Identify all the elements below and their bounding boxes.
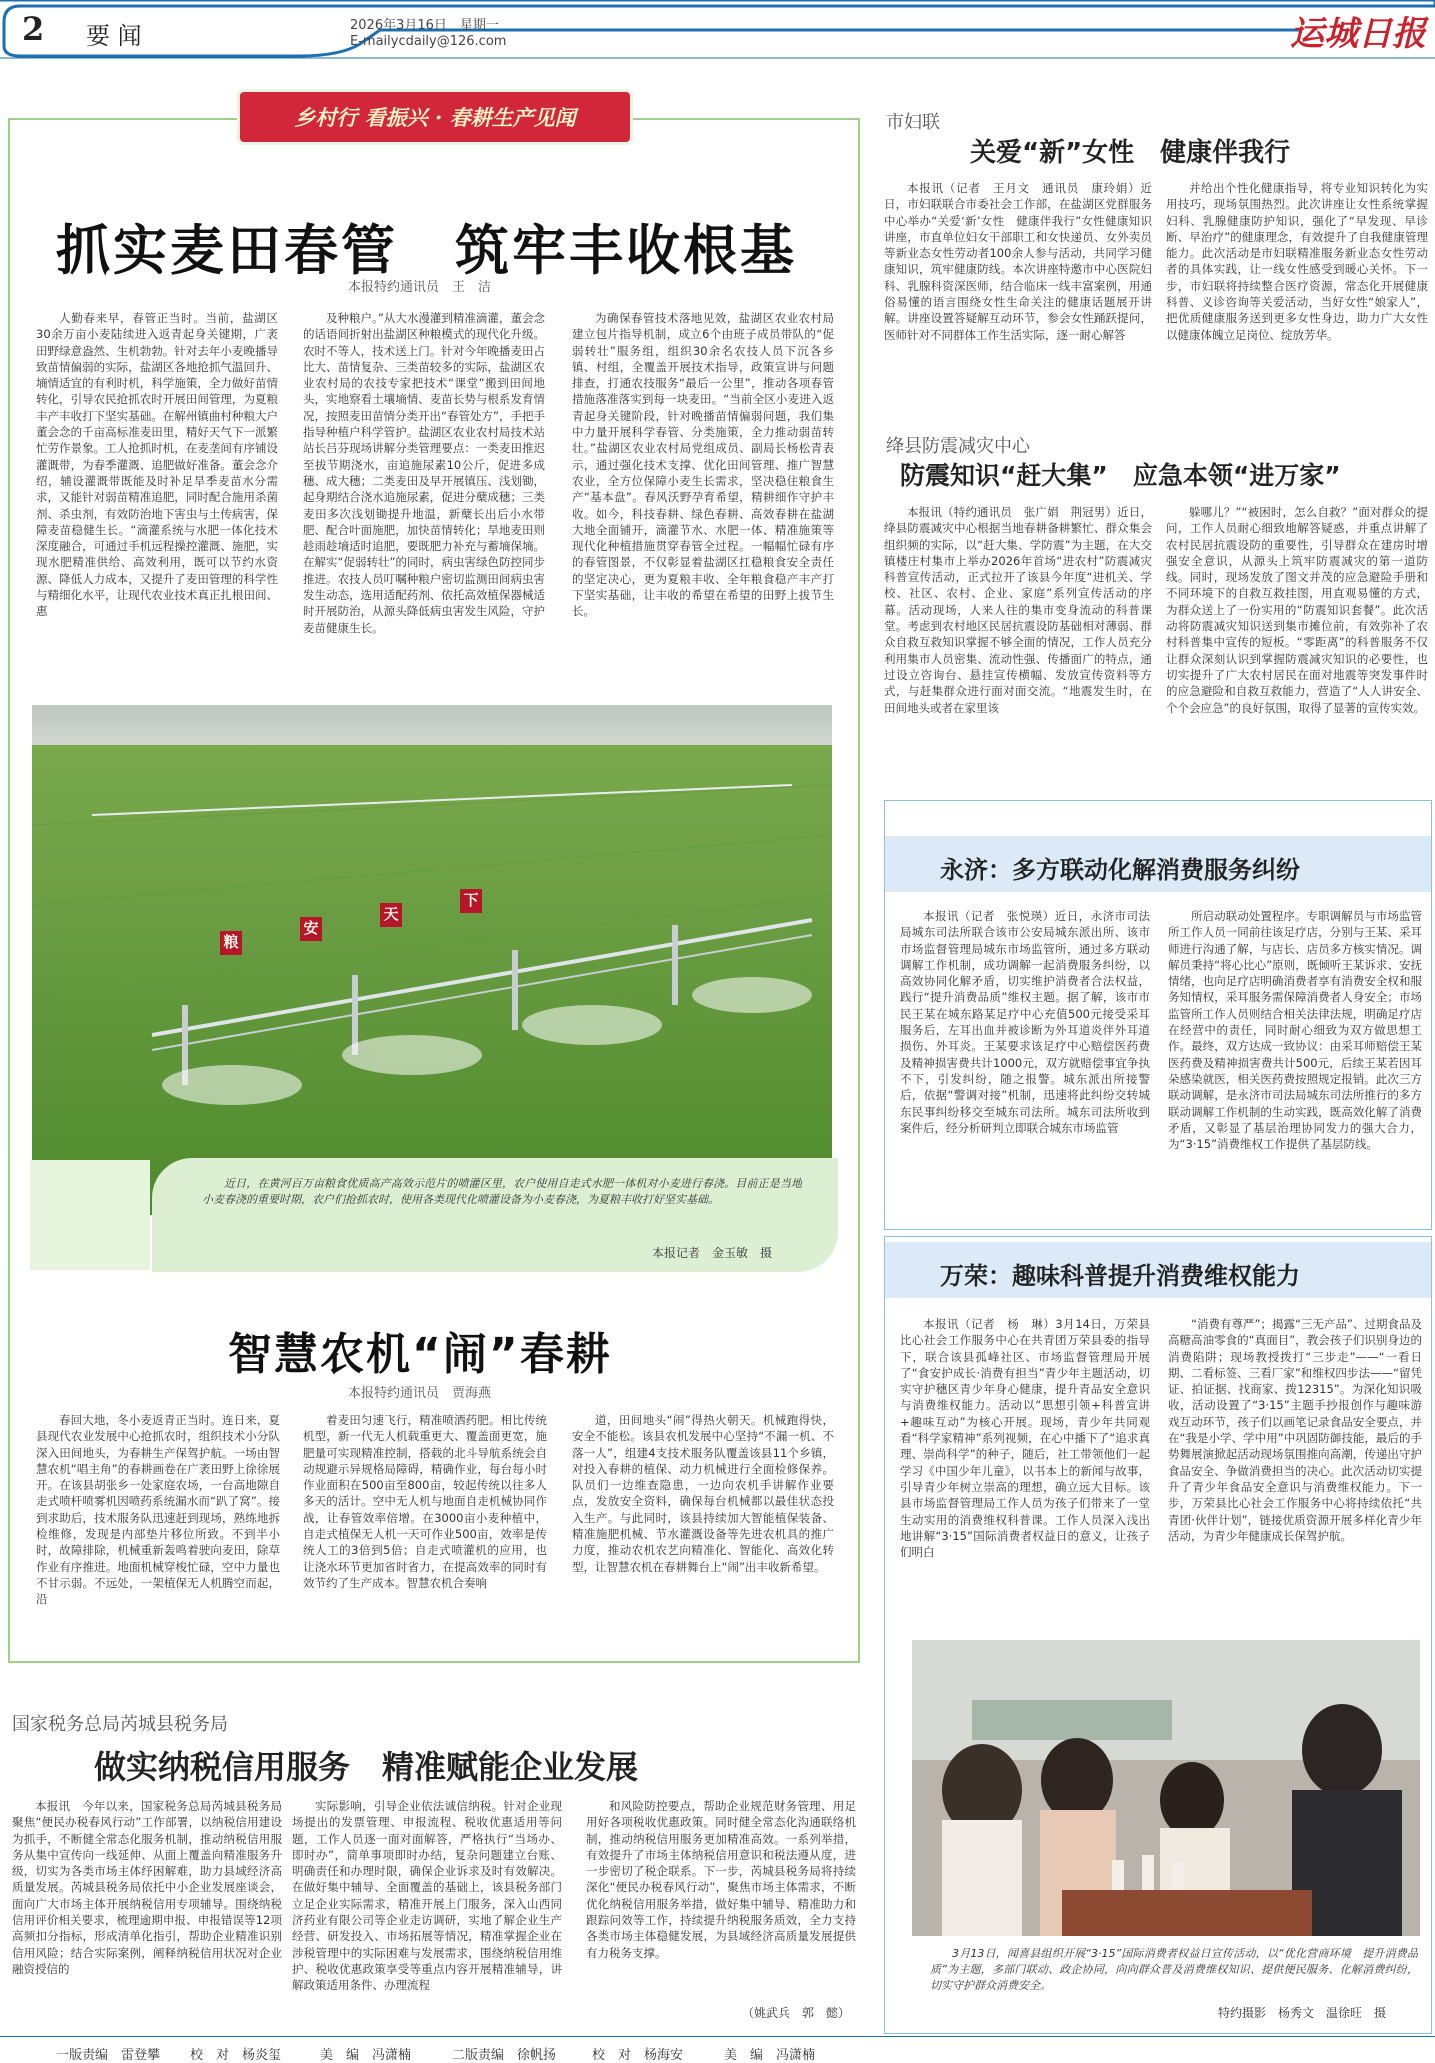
column-banner (240, 92, 630, 142)
article2-title: 智慧农机“闹”春耕 (228, 1329, 612, 1380)
article5-title: 防震知识“赶大集” 应急本领“进万家” (900, 461, 1341, 490)
article7-column-1: 本报讯（记者 杨 琳）3月14日，万荣县比心社会工作服务中心在共青团万荣县委的指导下，联合该县孤峰社区、市场监督管理局开展了“食安护成长·消费有担当”青少年主题活动，切实守护穗区青少年身心健康，提升青品安全意识与消费维权能力。活动以“思想引领+科普宣讲+趣味互动”为核心开展。现场，青少年共同观看“科学家精神”系列视频，在心中播下了“追求真理、崇尚科学”的种子，随后，社工带领他们一起学习《中国少年儿童》，以书本上的新闻与故事，引导青少年树立崇高的理想，确立远大目标。该县市场监督管理局工作人员为孩子们带来了一堂生动实用的消费维权科普课。工作人员深入浅出地讲解“3·15”国际消费者权益日的意义，让孩子们明白 (900, 1317, 1150, 1560)
article7-column-2: “消费有尊严”；揭露“三无产品”、过期食品及高糖高油零食的“真面目”，教会孩子们识别身边的消费陷阱；现场教授拨打“三步走”——“一看日期、二看标签、三看厂家”和维权四步法——“留凭证、拍证据、找商家、拨12315”。为深化知识吸收，活动设置了“3·15”主题手抄报创作与趣味游戏互动环节，孩子们以画笔记录食品安全要点，并在“我是小学、学中用”中巩固防御技能，最后的手势舞展演掀起活动现场氛围推向高潮，传递出守护食品安全、争做消费担当的决心。此次活动切实提升了青少年食品安全意识与消费维权能力。下一步，万荣县比心社会工作服务中心将持续依托“共青团·伙伴计划”，链接优质资源开展多样化青少年活动，为青少年健康成长保驾护航。 (1168, 1317, 1422, 1543)
wheat-field-photo (32, 705, 832, 1215)
page-footer (0, 2036, 1435, 2063)
article5-column-2: 躲哪儿？”“被困时，怎么自救？”面对群众的提问，工作人员耐心细致地解答疑惑，并重点讲解了农村民居抗震设防的重要性，引导群众在建房时增强安全意识，从源头上筑牢防震减灾的第一道防线。同时，现场发放了图文并茂的应急避险手册和不同环境下的自救互救挂图，用直观易懂的方式，为群众送上了一份实用的“防震知识套餐”。此次活动将防震减灾知识送到集市摊位前，有效弥补了农村科普集中宣传的短板。“零距离”的科普服务不仅让群众深刻认识到掌握防震减灾知识的必要性，也切实提升了广大农村居民在面对地震等突发事件时的应急避险和自救互救能力，营造了“人人讲安全、个个会应急”的良好氛围，取得了显著的宣传实效。 (1166, 505, 1428, 715)
article2-column-1: 春回大地，冬小麦返青正当时。连日来，夏县现代农业发展中心抢抓农时，组织技术小分队深入田间地头，为春耕生产保驾护航。一场由智慧农机“唱主角”的春耕画卷在广袤田野上徐徐展开。在该县胡张乡一处家庭农场，一台高地隙自走式喷杆喷雾机因喷药系统漏水而“趴了窝”。接到求助后，技术服务队迅速赶到现场，熟练地拆检维修，发现是内部垫片移位所致。不到半小时，故障排除，机械重新轰鸣着驶向麦田，除草作业有序推进。地面机械穿梭忙碌，空中力量也不甘示弱。不远处，一架植保无人机腾空而起，沿 (36, 1413, 280, 1607)
article5-column-1: 本报讯（特约通讯员 张广娟 荆冠男）近日，绛县防震减灾中心根据当地春耕备耕繁忙、群众集会组织频的实际，以“赶大集、学防震”为主题，在大交镇楼庄村集市上举办2026年首场“进农村”防震减灾科普宣传活动，正式拉开了该县今年度“进机关、学校、社区、农村、企业、家庭”系列宣传活动的序幕。活动现场，人来人往的集市变身流动的科普课堂。考虑到农村地区民居抗震设防基础相对薄弱、群众自救互救知识掌握不够全面的情况，工作人员充分利用集市人员密集、流动性强、传播面广的特点，通过设立咨询台、悬挂宣传横幅、发放宣传资料等方式，与赶集群众进行面对面交流。“地震发生时，在田间地头或者在家里该 (884, 505, 1152, 715)
article1-column-3: 为确保春管技术落地见效，盐湖区农业农村局建立包片指导机制，成立6个由班子成员带队的“促弱转壮”服务组，组织30余名农技人员下沉各乡镇、村组，全覆盖开展技术指导，政策宣讲与问题排查，打通农技服务“最后一公里”，推动各项春管措施落准落实到每一块麦田。“当前全区小麦进入返青起身关键阶段，针对晚播苗情偏弱问题，我们集中力量开展科学春管、分类施策，全力推动弱苗转壮。”盐湖区农业农村局党组成员、副局长杨松青表示，通过强化技术支撑、优化田间管理、推广智慧农业，全方位保障小麦生长需求，坚决稳住粮食生产“基本盘”。春风沃野孕育希望，精耕细作守护丰收。如今，科技春耕、绿色春耕、高效春耕在盐湖大地全面铺开，滴灌节水、水肥一体、精准施策等现代化种植措施贯穿春管全过程。一幅幅忙碌有序的春管图景，不仅彰显着盐湖区扛稳粮食安全责任的坚定决心，更为夏粮丰收、全年粮食稳产丰产打下坚实基础，让丰收的希望在希望的田野上拔节生长。 (572, 311, 834, 619)
article4-column-2: 并给出个性化健康指导，将专业知识转化为实用技巧，现场氛围热烈。此次讲座让女性系统掌握妇科、乳腺健康防护知识，强化了“早发现、早诊断、早治疗”的健康理念，有效提升了自我健康管理能力。此次活动是市妇联精准服务新业态女性劳动者的具体实践，让一线女性感受到暖心关怀。下一步，市妇联将持续整合医疗资源，常态化开展健康科普、义诊咨询等关爱活动，当好女性“娘家人”，把优质健康服务送到更多女性身边，助力广大女性以健康体魄立足岗位、绽放芳华。 (1166, 181, 1428, 342)
consumer-event-image (912, 1640, 1420, 1936)
article5-label: 绛县防震减灾中心 (886, 436, 1030, 457)
article1-column-2: 及种粮户。”从大水漫灌到精准滴灌，董会念的话语间折射出盐湖区种粮模式的现代化升级。农时不等人，技术送上门。针对今年晚播麦田占比大、苗情复杂、三类苗较多的实际，盐湖区农业农村局的农技专家把技术“课堂”搬到田间地头，实地察看土壤墒情、麦苗长势与根系发育情况，按照麦田苗情分类开出“春管处方”，手把手指导种植户科学管护。盐湖区农业农村局技术站站长吕芬现场讲解分类管理要点：一类麦田推迟至拔节期浇水，亩追施尿素10公斤，促进多成穗、成大穗；二类麦田及早开展镇压、浅划锄，起身期结合浇水追施尿素，促进分蘖成穗；三类麦田多次浅划锄提升地温，新蘖长出后小水带肥、配合叶面施肥，加快苗情转化；旱地麦田则趁雨趁墒适时追肥，要既肥力补充与蓄墒保墒。在解实“促弱转壮”的同时，病虫害绿色防控同步推进。农技人员叮嘱种粮户密切监测田间病虫害发生动态，选用适配药剂、依托高效植保器械适时开展防治，从源头降低病虫害发生风险，守护麦苗健康生长。 (303, 311, 545, 635)
section-name: 要 闻 (86, 22, 142, 50)
article6-column-1: 本报讯（记者 张悦瑛）近日，永济市司法局城东司法所联合该市公安局城东派出所、该市市场监督管理局城东市场监管所，通过多方联动调解工作机制，成功调解一起消费服务纠纷，以高效协同化解矛盾，切实维护消费者合法权益，践行“提升消费品质”维权主题。据了解，该市市民王某在城东路某足疗中心充值500元接受采耳服务后，左耳出血并被诊断为外耳道炎伴外耳道损伤、外耳炎。王某要求该足疗中心赔偿医药费及精神损害费共计1000元，双方就赔偿事宜争执不下，引发纠纷，随之报警。城东派出所接警后，依据“警调对接”机制，迅速将此纠纷交转城东民事纠纷移交至城东司法所。城东司法所收到案件后，经分析研判立即联合城东市场监管 (900, 909, 1150, 1135)
page-number: 2 (22, 10, 45, 48)
article1-column-1: 人勤春来早，春管正当时。当前，盐湖区30余万亩小麦陆续进入返青起身关键期，广袤田野绿意盎然、生机勃勃。针对去年小麦晚播导致苗情偏弱的实际，盐湖区各地抢抓气温回升、墒情适宜的有利时机，科学施策，全力做好苗情转化，引导农民抢抓农时开展田间管理，为夏粮丰产丰收打下坚实基础。在解州镇曲村种粮大户董会念的千亩高标准麦田里，精好天气下一派繁忙劳作景象。工人抢抓时机，在麦垄间有序铺设灌溉带，为春季灌溉、追肥做好准备。董会念介绍，辅设灌溉带既能及时补足旱季麦苗水分需求，又能针对弱苗精准追肥，同时配合施用杀菌剂、杀虫剂，有效防治地下害虫与土传病害，保障麦苗稳健生长。“滴灌系统与水肥一体化技术深度融合，可通过手机远程操控灌溉、施肥，实现水肥精准供给、高效利用，既可以节约水资源、降低人力成本，又提升了麦田管理的科学性与精细化水平，让现代农业技术真正扎根田间、惠 (36, 311, 278, 619)
article4-column-1: 本报讯（记者 王月文 通讯员 康玲娟）近日，市妇联联合市委社会工作部，在盐湖区党群服务中心举办“关爱‘新’女性 健康伴我行”女性健康知识讲座，市直单位妇女干部职工和女快递员、女外卖员等新业态女性劳动者100余人参与活动，共同学习健康知识，筑牢健康防线。本次讲座特邀市中心医院妇科、乳腺科资深医师，结合临床一线丰富案例，用通俗易懂的语言围绕女性生命关注的健康话题展开讲解。讲座设置答疑解互动环节，参会女性踊跃提问，医师针对不同群体工作生活实际，逐一耐心解答 (884, 181, 1152, 342)
photo1-caption: 近日，在黄河百万亩粮食优质高产高效示范片的喷灌区里，农户使用自走式水肥一体机对小麦进行春浇。目前正是当地小麦春浇的重要时期，农户们抢抓农时，使用各类现代化喷灌设备为小麦春浇，为夏粮丰收打好坚实基础。 (202, 1177, 802, 1206)
footer-proof-2: 校 对 杨海安 (592, 2048, 684, 2063)
header-wave (0, 0, 1435, 60)
article4-label: 市妇联 (886, 112, 940, 133)
article2-column-2: 着麦田匀速飞行，精准喷洒药肥。相比传统机型，新一代无人机载重更大、覆盖面更宽，施肥量可实现精准控制，搭载的北斗导航系统会自动规避示异规格局障碍，精确作业，每台每小时作业面积在500亩至800亩，较起传统以往多人多天的活计。空中无人机与地面自走机械协同作战，让春管效率倍增。在3000亩小麦种植中，自走式植保无人机一天可作业500亩，效率是传统人工的3倍到5倍；自走式喷灌机的应用，也让浇水环节更加省时省力，在提高效率的同时有效节约了生产成本。智慧农机合奏响 (303, 1413, 547, 1590)
article1-byline: 本报特约通讯员 王 洁 (348, 280, 492, 295)
article3-column-3: 和风险防控要点，帮助企业规范财务管理、用足用好各项税收优惠政策。同时健全常态化沟通联络机制，推动纳税信用服务更加精准高效。一系列举措，有效提升了市场主体纳税信用意识和税法遵从度，进一步密切了税企联系。下一步，芮城县税务局将持续深化“便民办税春风行动”，聚焦市场主体需求，不断优化纳税信用服务举措，做好集中辅导、精准助力和跟踪问效等工作，持续提升纳税服务质效，全力支持各类市场主体稳健发展，为县域经济高质量发展提供有力税务支撑。 (586, 1799, 856, 1960)
issue-date: 2026年3月16日 星期一 (350, 18, 499, 33)
article3-title: 做实纳税信用服务 精准赋能企业发展 (94, 1748, 639, 1786)
sign-char-3: 天 (380, 903, 402, 927)
sign-char-1: 粮 (220, 931, 242, 955)
issue-email: E-mailycdaily@126.com (350, 34, 507, 49)
article4-title: 关爱“新”女性 健康伴我行 (970, 138, 1291, 168)
footer-proof-1: 校 对 杨炎玺 (190, 2048, 282, 2063)
photo1-caption-box (152, 1158, 838, 1272)
page-header (0, 0, 1435, 60)
footer-duty-editor-2: 二版责编 徐帆扬 (452, 2048, 557, 2063)
footer-art-2: 美 编 冯潇楠 (724, 2048, 816, 2063)
article6-title: 永济：多方联动化解消费服务纠纷 (940, 856, 1300, 884)
article1-title: 抓实麦田春管 筑牢丰收根基 (56, 219, 797, 282)
wheat-field-image (32, 705, 832, 1215)
footer-duty-editor-1: 一版责编 雷登攀 (56, 2048, 161, 2063)
article3-column-2: 实际影响，引导企业依法诚信纳税。针对企业现场提出的发票管理、申报流程、税收优惠适用等问题，工作人员逐一面对面解答，严格执行“当场办、即时办”，简单事项即时办结，复杂问题建立台账、明确责任和办理时限，确保企业诉求及时有效解决。在做好集中辅导、全面覆盖的基础上，该县税务部门立足企业实际需求，精准开展上门服务，深入山西同济药业有限公司等企业走访调研，实地了解企业生产经营、研发投入、市场拓展等情况，精准掌握企业在涉税管理中的实际困难与发展需求，围绕纳税信用维护、税收优惠政策享受等重点内容开展精准辅导，讲解政策适用条件、办理流程 (292, 1799, 562, 1993)
article3-label: 国家税务总局芮城县税务局 (12, 1714, 228, 1735)
sign-char-2: 安 (300, 917, 322, 941)
article2-column-3: 道，田间地头“闹”得热火朝天。机械跑得快，安全不能松。该县农机发展中心坚持“不漏一机、不落一人”，组建4支技术服务队覆盖该县11个乡镇，对投入春耕的植保、动力机械进行全面检修保养。队员们一边维查隐患，一边向农机手讲解作业要点，发放安全资料，确保每台机械都以最佳状态投入生产。与此同时，该县持续加大智能植保装备、精准施肥机械、节水灌溉设备等先进农机具的推广力度，推动农机农艺向精准化、智能化、高效化转型，让智慧农机在春耕舞台上“闹”出丰收新希望。 (572, 1413, 834, 1574)
sign-char-4: 下 (460, 889, 482, 913)
article3-author: （姚武兵 郭 懿） (742, 2006, 851, 2020)
banner-text: 乡村行 看振兴 · 春耕生产见闻 (294, 105, 576, 130)
article7-title: 万荣：趣味科普提升消费维权能力 (940, 1262, 1300, 1290)
consumer-event-photo (912, 1640, 1420, 1936)
leaf-deco (30, 1160, 150, 1270)
photo1-credit: 本报记者 金玉敏 摄 (652, 1246, 773, 1260)
article6-column-2: 所启动联动处置程序。专职调解员与市场监管所工作人员一同前往该足疗店，分别与王某、采耳师进行沟通了解，与店长、店员多方核实情况。调解员秉持“将心比心”原则，既倾听王某诉求、安抚情绪，也向足疗店明确消费者享有消费安全权和服务知情权，采耳服务需保障消费者人身安全；市场监管所工作人员则结合相关法律法规，明确足疗店在经营中的责任，同时耐心细致为双方做思想工作。最终，双方达成一致协议：由采耳师赔偿王某医药费及精神损害费共计500元，后续王某若因耳朵感染就医，相关医药费按照规定报销。此次三方联动调解，是永济市司法局城东司法所推行的多方联动调解工作机制的生动实践，既高效化解了消费矛盾，又彰显了基层治理协同发力的强大合力，为“3·15”消费维权工作提供了基层防线。 (1168, 909, 1422, 1152)
photo2-credit: 特约摄影 杨秀文 温徐旺 摄 (1218, 2006, 1387, 2020)
footer-art-1: 美 编 冯潇楠 (320, 2048, 412, 2063)
article2-byline: 本报特约通讯员 贾海燕 (348, 1386, 492, 1401)
newspaper-logo: 运城日报 (1290, 14, 1426, 54)
article3-column-1: 本报讯 今年以来，国家税务总局芮城县税务局聚焦“便民办税春风行动”工作部署，以纳税信用建设为抓手，不断健全常态化服务机制，推动纳税信用服务从集中宣传向一线延伸、从面上覆盖向精准服务升级，切实为各类市场主体纾困解难，助力县域经济高质量发展。芮城县税务局依托中小企业发展座谈会，面向广大市场主体开展纳税信用专项辅导。围绕纳税信用评价相关要求，梳理逾期申报、申报错误等12项高频扣分指标，形成清单化指引，帮助企业精准识别信用风险；结合实际案例，阐释纳税信用状况对企业融资授信的 (12, 1799, 282, 1976)
photo2-caption: 3月13日，闻喜县组织开展“3·15”国际消费者权益日宣传活动，以“优化营商环境 提升消费品质”为主题，多部门联动、政企协同，向向群众普及消费维权知识、提供便民服务、化解消费纠纷，切实守护群众消费安全。 (930, 1947, 1418, 1992)
